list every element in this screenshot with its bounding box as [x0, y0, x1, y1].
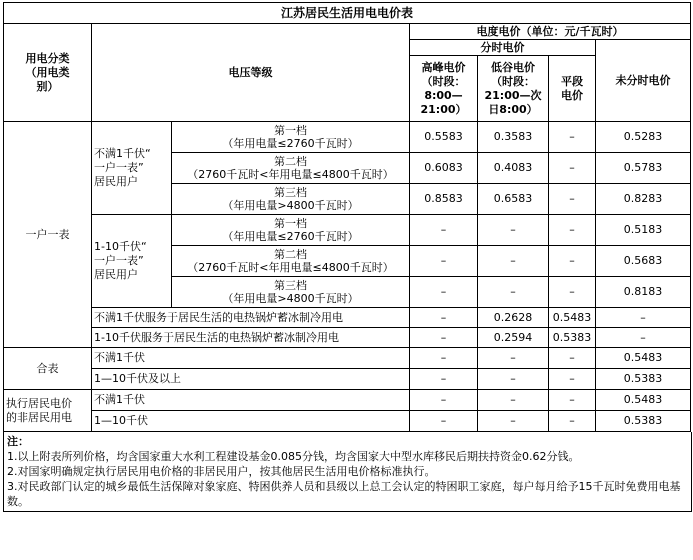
heating-1-10kv-label: 1-10千伏服务于居民生活的电热锅炉蓄冰制冷用电 — [92, 328, 410, 348]
flat-value: – — [549, 390, 596, 411]
table-row — [4, 390, 691, 411]
flat-value: – — [549, 153, 596, 184]
header-flat: 平段 电价 — [549, 56, 596, 122]
tier-1-range: （年用电量≤2760千瓦时） — [222, 137, 359, 150]
non-tou-value: 0.5383 — [596, 411, 691, 432]
peak-value: – — [410, 246, 478, 277]
non-resident-under-1kv-label: 不满1千伏 — [92, 390, 410, 411]
tier-1-label: 第一档 — [274, 217, 307, 230]
peak-value: – — [410, 215, 478, 246]
valley-value: – — [478, 246, 549, 277]
valley-value: – — [478, 277, 549, 308]
non-tou-value: 0.5283 — [596, 122, 691, 153]
valley-value: – — [478, 348, 549, 369]
tier-2-range: （2760千瓦时<年用电量≤4800千瓦时） — [187, 261, 394, 274]
tier-2-range: （2760千瓦时<年用电量≤4800千瓦时） — [187, 168, 394, 181]
valley-value: – — [478, 369, 549, 390]
non-tou-value: – — [596, 328, 691, 348]
tier-cell — [172, 122, 410, 153]
peak-value: 0.5583 — [410, 122, 478, 153]
non-tou-value: 0.5483 — [596, 348, 691, 369]
note-2: 2.对国家明确规定执行居民用电价格的非居民用户，按其他居民生活用电价格标准执行。 — [7, 465, 436, 478]
group-non-resident: 执行居民电价 的非居民用电 — [4, 390, 92, 432]
peak-value: – — [410, 328, 478, 348]
flat-value: – — [549, 122, 596, 153]
flat-value: 0.5483 — [549, 308, 596, 328]
flat-value: – — [549, 369, 596, 390]
tier-1-range: （年用电量≤2760千瓦时） — [222, 230, 359, 243]
table-row — [4, 308, 691, 328]
valley-value: 0.2628 — [478, 308, 549, 328]
group-combined: 合表 — [4, 348, 92, 390]
group-one-meter: 一户一表 — [4, 122, 92, 348]
table-row — [4, 411, 691, 432]
note-3: 3.对民政部门认定的城乡最低生活保障对象家庭、特困供养人员和县级以上总工会认定的特困职工家庭，每户每月给予15千瓦时免费用电基数。 — [7, 480, 681, 508]
non-tou-value: 0.8283 — [596, 184, 691, 215]
subgroup-1-10kv: 1-10千伏“ 一户一表” 居民用户 — [92, 215, 172, 308]
flat-value: – — [549, 411, 596, 432]
valley-value: 0.4083 — [478, 153, 549, 184]
non-tou-value: 0.8183 — [596, 277, 691, 308]
table-row — [4, 215, 691, 246]
peak-value: – — [410, 411, 478, 432]
table-row — [4, 348, 691, 369]
subgroup-under-1kv: 不满1千伏“ 一户一表” 居民用户 — [92, 122, 172, 215]
flat-value: 0.5383 — [549, 328, 596, 348]
valley-value: – — [478, 411, 549, 432]
non-tou-value: 0.5483 — [596, 390, 691, 411]
non-tou-value: 0.5683 — [596, 246, 691, 277]
note-1: 1.以上附表所列价格，均含国家重大水利工程建设基金0.085分钱，均含国家大中型水库移民后期扶持资金0.62分钱。 — [7, 450, 580, 463]
flat-value: – — [549, 246, 596, 277]
tariff-table — [3, 2, 691, 432]
tier-cell — [172, 277, 410, 308]
tier-cell — [172, 246, 410, 277]
tier-3-range: （年用电量>4800千瓦时） — [222, 292, 359, 305]
heating-under-1kv-label: 不满1千伏服务于居民生活的电热锅炉蓄冰制冷用电 — [92, 308, 410, 328]
combined-1-10kv-label: 1—10千伏及以上 — [92, 369, 410, 390]
non-tou-value: – — [596, 308, 691, 328]
header-category: 用电分类 （用电类 别） — [4, 24, 92, 122]
peak-value: 0.8583 — [410, 184, 478, 215]
header-tou: 分时电价 — [410, 40, 596, 56]
non-tou-value: 0.5183 — [596, 215, 691, 246]
header-non-tou: 未分时电价 — [596, 40, 691, 122]
tier-cell — [172, 215, 410, 246]
table-title: 江苏居民生活用电电价表 — [4, 3, 691, 24]
valley-value: – — [478, 390, 549, 411]
tier-2-label: 第二档 — [274, 248, 307, 261]
peak-value: – — [410, 308, 478, 328]
table-row — [4, 369, 691, 390]
tier-3-label: 第三档 — [274, 186, 307, 199]
peak-value: 0.6083 — [410, 153, 478, 184]
peak-value: – — [410, 277, 478, 308]
tier-cell — [172, 153, 410, 184]
flat-value: – — [549, 215, 596, 246]
header-valley: 低谷电价 （时段： 21:00—次 日8:00） — [478, 56, 549, 122]
tier-cell — [172, 184, 410, 215]
non-tou-value: 0.5383 — [596, 369, 691, 390]
table-row — [4, 122, 691, 153]
tariff-sheet — [3, 2, 690, 512]
flat-value: – — [549, 277, 596, 308]
peak-value: – — [410, 369, 478, 390]
valley-value: – — [478, 215, 549, 246]
combined-under-1kv-label: 不满1千伏 — [92, 348, 410, 369]
notes-heading: 注： — [7, 435, 29, 448]
non-tou-value: 0.5783 — [596, 153, 691, 184]
header-price-unit: 电度电价（单位：元/千瓦时） — [410, 24, 691, 40]
tier-2-label: 第二档 — [274, 155, 307, 168]
tier-3-range: （年用电量>4800千瓦时） — [222, 199, 359, 212]
valley-value: 0.3583 — [478, 122, 549, 153]
peak-value: – — [410, 390, 478, 411]
notes-block — [3, 432, 692, 512]
header-peak: 高峰电价 （时段： 8:00— 21:00） — [410, 56, 478, 122]
non-resident-1-10kv-label: 1—10千伏 — [92, 411, 410, 432]
tier-1-label: 第一档 — [274, 124, 307, 137]
peak-value: – — [410, 348, 478, 369]
valley-value: 0.2594 — [478, 328, 549, 348]
flat-value: – — [549, 348, 596, 369]
table-row — [4, 328, 691, 348]
valley-value: 0.6583 — [478, 184, 549, 215]
header-voltage: 电压等级 — [92, 24, 410, 122]
tier-3-label: 第三档 — [274, 279, 307, 292]
flat-value: – — [549, 184, 596, 215]
